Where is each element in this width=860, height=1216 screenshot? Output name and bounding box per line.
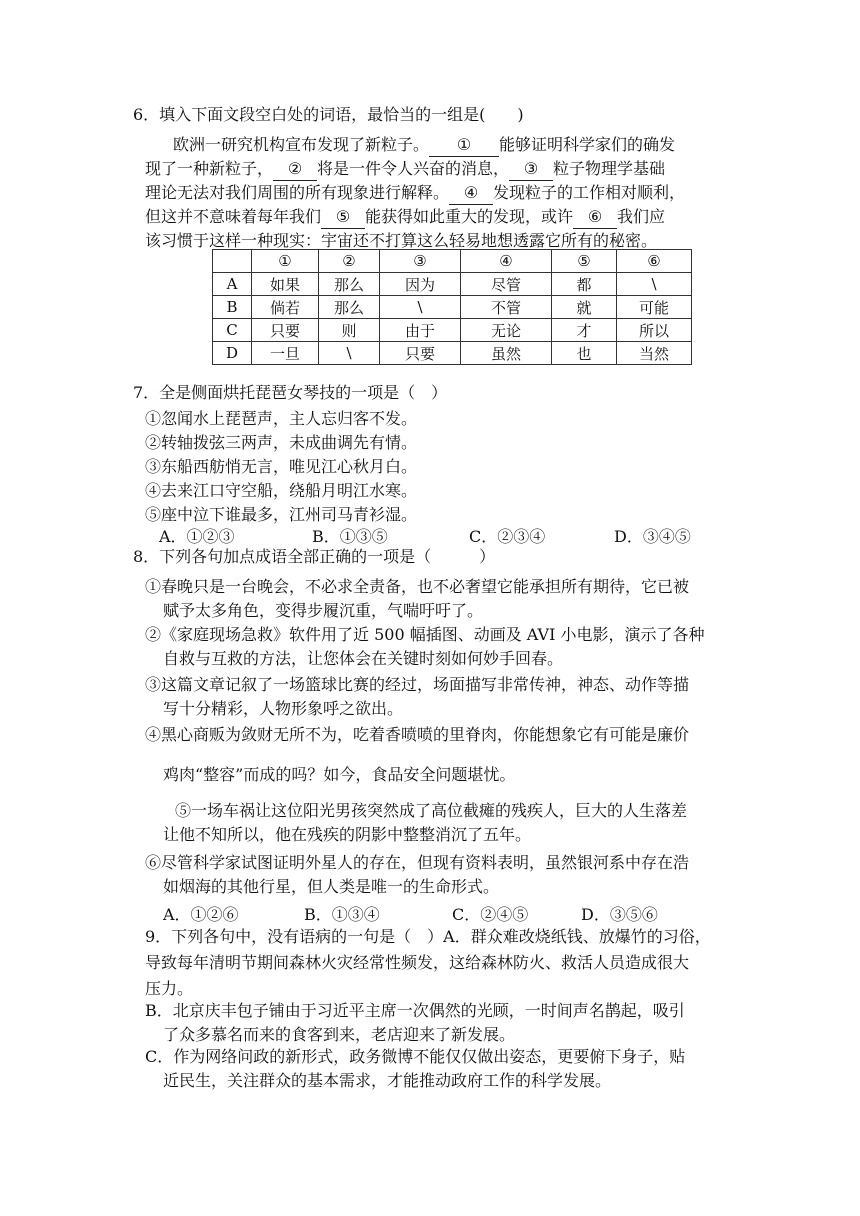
q6-text: 欧洲一研究机构宣布发现了新粒子。: [173, 135, 430, 154]
table-cell: 当然: [617, 342, 692, 365]
q6-blank-6: ⑥: [573, 206, 617, 229]
q7-option-a: A．①②③: [159, 527, 235, 546]
table-cell: 由于: [380, 319, 461, 342]
q8-sentence-6: ⑥尽管科学家试图证明外星人的存在，但现有资料表明，虽然银河系中存在浩: [145, 853, 690, 872]
q7-item: ③东船西舫悄无言，唯见江心秋月白。: [145, 457, 418, 476]
q8-sentence-1-cont: 赋予太多角色，变得步履沉重，气喘吁吁了。: [163, 601, 484, 620]
table-cell: ⑥: [617, 250, 692, 273]
q6-blank-5: ⑤: [321, 206, 365, 229]
q8-sentence-3: ③这篇文章记叙了一场篮球比赛的经过，场面描写非常传神，神态、动作等描: [145, 675, 690, 694]
q9-option-c: C．作为网络问政的新形式，政务微博不能仅仅做出姿态，更要俯下身子，贴: [145, 1047, 686, 1066]
q6-blank-1: ①: [429, 134, 499, 157]
q6-blank-4: ④: [449, 182, 493, 205]
q8-option-b: B．①③④: [304, 905, 380, 924]
table-cell: ⑤: [552, 250, 617, 273]
table-cell: \: [617, 273, 692, 296]
q8-option-d: D．③⑤⑥: [581, 905, 658, 924]
q6-blank-3: ③: [509, 158, 553, 181]
table-cell: 一旦: [252, 342, 319, 365]
q8-sentence-1: ①春晚只是一台晚会，不必求全责备，也不必奢望它能承担所有期待，它已被: [145, 577, 690, 596]
table-cell: 尽管: [461, 273, 552, 296]
q6-text: 能获得如此重大的发现，或许: [365, 207, 574, 226]
table-cell: [213, 250, 252, 273]
q6-options-table: [212, 249, 692, 365]
table-header-row: [213, 250, 692, 273]
q6-text: 发现粒子的工作相对顺利，: [493, 183, 686, 202]
q9-option-c-cont: 近民生，关注群众的基本需求，才能推动政府工作的科学发展。: [163, 1071, 612, 1090]
q9-line-2: 导致每年清明节期间森林火灾经常性频发，这给森林防火、救活人员造成很大: [145, 953, 690, 972]
q8-option-c: C．②④⑤: [452, 905, 529, 924]
q7-option-b: B．①③⑤: [312, 527, 388, 546]
q6-text: 粒子物理学基础: [553, 159, 666, 178]
table-cell: 因为: [380, 273, 461, 296]
q6-text: 我们应: [617, 207, 666, 226]
table-cell: \: [319, 342, 380, 365]
q8-sentence-4-cont: 鸡肉“整容”而成的吗？如今，食品安全问题堪忧。: [163, 765, 516, 784]
q6-text: 但这并不意味着每年我们: [145, 207, 322, 226]
q8-sentence-5-cont: 让他不知所以，他在残疾的阴影中整整消沉了五年。: [163, 825, 532, 844]
q9-stem: 9．下列各句中，没有语病的一句是（ ）A．群众难改烧纸钱、放爆竹的习俗，: [145, 927, 711, 946]
q6-stem: 6．填入下面文段空白处的词语，最恰当的一组是( ): [133, 105, 524, 124]
table-cell: 就: [552, 296, 617, 319]
q7-item: ①忽闻水上琵琶声，主人忘归客不发。: [145, 409, 418, 428]
table-cell: ①: [252, 250, 319, 273]
q6-passage-line-2: [145, 158, 665, 181]
q8-sentence-5: ⑤一场车祸让这位阳光男孩突然成了高位截瘫的残疾人，巨大的人生落差: [175, 801, 688, 820]
q6-passage-line-1: [173, 134, 675, 157]
table-cell: 只要: [252, 319, 319, 342]
table-cell: 那么: [319, 296, 380, 319]
table-row: [213, 342, 692, 365]
q7-item: ④去来江口守空船，绕船月明江水寒。: [145, 481, 418, 500]
table-cell: 倘若: [252, 296, 319, 319]
q8-sentence-3-cont: 写十分精彩，人物形象呼之欲出。: [163, 699, 404, 718]
q8-sentence-2: ②《家庭现场急救》软件用了近 500 幅插图、动画及 AVI 小电影，演示了各种: [145, 625, 705, 644]
table-cell: 所以: [617, 319, 692, 342]
table-cell: C: [213, 319, 252, 342]
table-cell: B: [213, 296, 252, 319]
q7-item: ⑤座中泣下谁最多，江州司马青衫湿。: [145, 505, 418, 524]
table-cell: A: [213, 273, 252, 296]
table-cell: \: [380, 296, 461, 319]
table-cell: 都: [552, 273, 617, 296]
q8-sentence-6-cont: 如烟海的其他行星，但人类是唯一的生命形式。: [163, 877, 500, 896]
q7-item: ②转轴拨弦三两声，未成曲调先有情。: [145, 433, 418, 452]
table-row: [213, 273, 692, 296]
table-cell: 无论: [461, 319, 552, 342]
table-cell: 才: [552, 319, 617, 342]
q9-option-b-cont: 了众多慕名而来的食客到来，老店迎来了新发展。: [163, 1025, 516, 1044]
table-row: [213, 296, 692, 319]
table-cell: ②: [319, 250, 380, 273]
table-row: [213, 319, 692, 342]
table-cell: ④: [461, 250, 552, 273]
q9-option-b: B．北京庆丰包子铺由于习近平主席一次偶然的光顾，一时间声名鹊起，吸引: [145, 1001, 685, 1020]
table-cell: 那么: [319, 273, 380, 296]
table-cell: 则: [319, 319, 380, 342]
table-cell: 也: [552, 342, 617, 365]
q8-stem: 8．下列各句加点成语全部正确的一项是（ ）: [133, 547, 496, 566]
q8-sentence-4: ④黑心商贩为敛财无所不为，吃着香喷喷的里脊肉，你能想象它有可能是廉价: [145, 725, 690, 744]
q6-text: 理论无法对我们周围的所有现象进行解释。: [145, 183, 450, 202]
q8-sentence-2-cont: 自救与互救的方法，让您体会在关键时刻如何妙手回春。: [163, 649, 564, 668]
table-cell: D: [213, 342, 252, 365]
q6-blank-2: ②: [273, 158, 317, 181]
table-cell: 不管: [461, 296, 552, 319]
q9-line-3: 压力。: [145, 979, 194, 998]
table-cell: 可能: [617, 296, 692, 319]
q6-text: 现了一种新粒子，: [145, 159, 274, 178]
q6-passage-line-5: 该习惯于这样一种现实：宇宙还不打算这么轻易地想透露它所有的秘密。: [145, 231, 658, 250]
q8-option-a: A．①②⑥: [163, 905, 239, 924]
q6-text: 能够证明科学家们的确发: [499, 135, 676, 154]
q7-option-c: C．②③④: [469, 527, 546, 546]
q6-passage-line-4: [145, 206, 665, 229]
q7-option-d: D．③④⑤: [614, 527, 691, 546]
table-cell: 只要: [380, 342, 461, 365]
q6-passage-line-3: [145, 182, 685, 205]
table-cell: 如果: [252, 273, 319, 296]
table-cell: 虽然: [461, 342, 552, 365]
table-cell: ③: [380, 250, 461, 273]
q6-text: 将是一件令人兴奋的消息，: [317, 159, 510, 178]
q7-stem: 7．全是侧面烘托琵琶女琴技的一项是（ ）: [133, 383, 448, 402]
